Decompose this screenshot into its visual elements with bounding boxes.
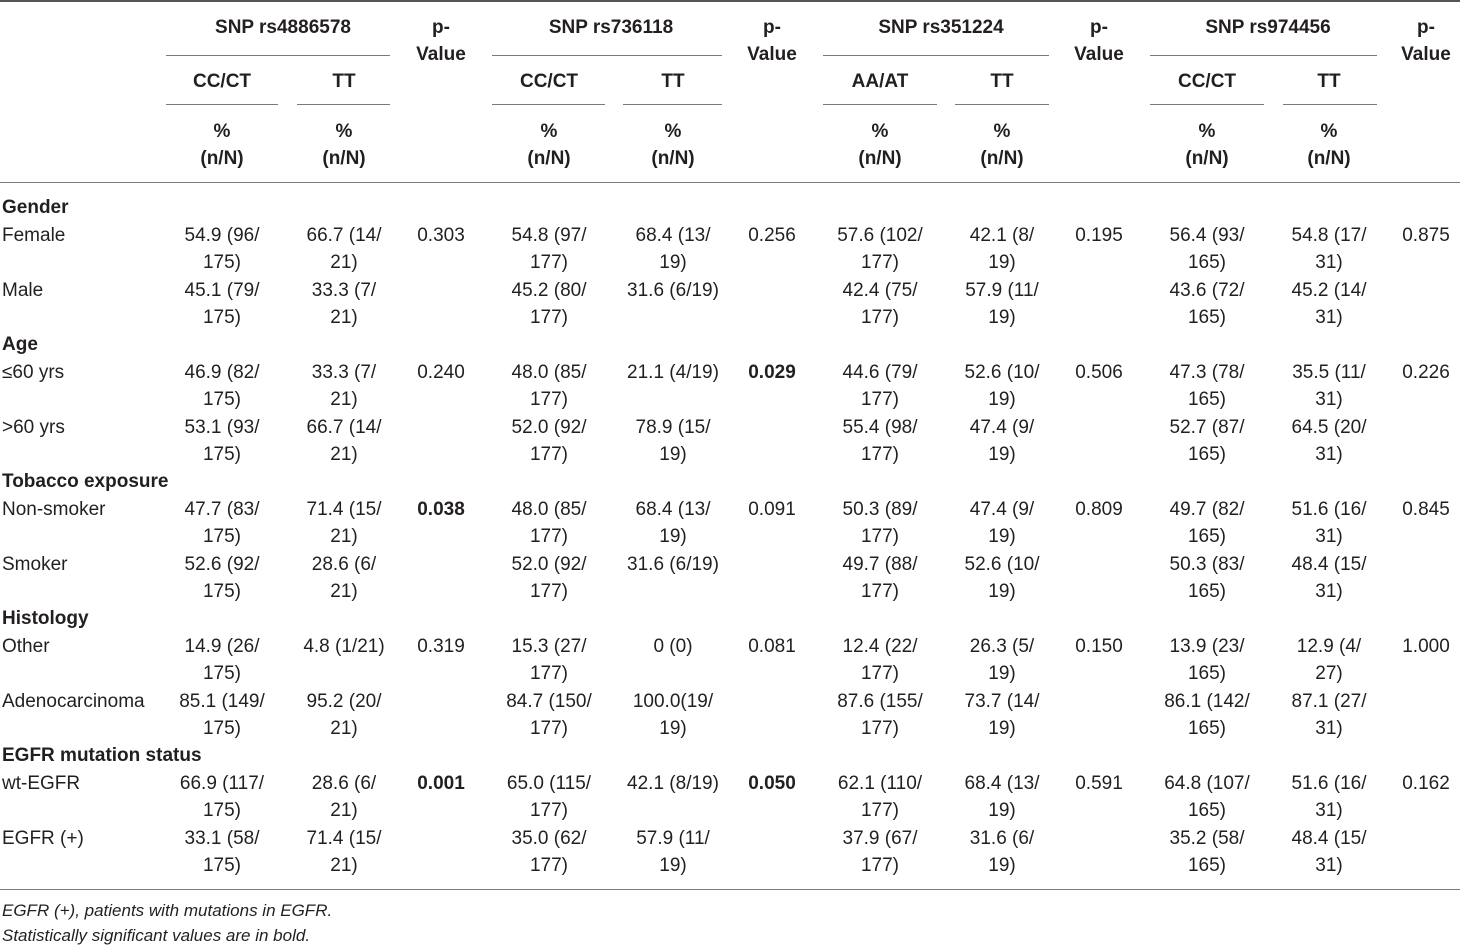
table-cell: 68.4 (13/ 19): [635, 225, 711, 273]
table-cell: 49.7 (82/ 165): [1169, 499, 1245, 547]
genotype-header-rule: [492, 104, 605, 105]
table-cell: 45.1 (79/ 175): [184, 280, 260, 328]
table-cell: 13.9 (23/ 165): [1169, 636, 1245, 684]
pvalue-cell: 0.029: [748, 362, 796, 383]
table-cell: 4.8 (1/21): [303, 636, 385, 657]
pvalue-cell: 0.001: [417, 773, 465, 794]
table-cell: 21.1 (4/19): [627, 362, 719, 383]
section-heading: Tobacco exposure: [2, 471, 169, 492]
genotype-header: TT: [990, 71, 1014, 92]
row-label: Smoker: [2, 554, 68, 575]
table-cell: 100.0(19/ 19): [632, 691, 714, 739]
table-cell: 15.3 (27/ 177): [511, 636, 587, 684]
pvalue-cell: 0.809: [1075, 499, 1123, 520]
table-cell: 26.3 (5/ 19): [969, 636, 1035, 684]
pvalue-header: p- Value: [1401, 17, 1451, 65]
genotype-header-rule: [623, 104, 722, 105]
footnote: Statistically significant values are in bold.: [2, 926, 311, 945]
table-cell: 42.1 (8/19): [627, 773, 719, 794]
pvalue-cell: 0.162: [1402, 773, 1450, 794]
unit-header: % (n/N): [1185, 121, 1229, 169]
table-cell: 52.6 (92/ 175): [184, 554, 260, 602]
section-heading: Gender: [2, 197, 69, 218]
table-cell: 28.6 (6/ 21): [311, 554, 377, 602]
table-cell: 31.6 (6/19): [627, 280, 719, 301]
snp-header-rule: [166, 55, 390, 56]
footnote: EGFR (+), patients with mutations in EGFR.: [2, 901, 333, 920]
genotype-header-rule: [1150, 104, 1264, 105]
table-cell: 48.0 (85/ 177): [511, 362, 587, 410]
unit-header: % (n/N): [980, 121, 1024, 169]
pvalue-cell: 0.150: [1075, 636, 1123, 657]
table-cell: 71.4 (15/ 21): [306, 499, 382, 547]
table-cell: 0 (0): [653, 636, 693, 657]
table-cell: 33.3 (7/ 21): [311, 280, 377, 328]
row-label: ≤60 yrs: [2, 362, 65, 383]
table-cell: 54.8 (97/ 177): [511, 225, 587, 273]
section-heading: Histology: [2, 608, 89, 629]
genotype-header-rule: [297, 104, 390, 105]
genotype-header-rule: [823, 104, 937, 105]
table-cell: 57.6 (102/ 177): [837, 225, 923, 273]
table-cell: 95.2 (20/ 21): [306, 691, 382, 739]
table-cell: 54.9 (96/ 175): [184, 225, 260, 273]
unit-header: % (n/N): [1307, 121, 1351, 169]
pvalue-cell: 0.226: [1402, 362, 1450, 383]
pvalue-cell: 0.240: [417, 362, 465, 383]
unit-header: % (n/N): [651, 121, 695, 169]
pvalue-cell: 0.050: [748, 773, 796, 794]
pvalue-cell: 0.081: [748, 636, 796, 657]
genotype-header: TT: [1317, 71, 1341, 92]
pvalue-cell: 0.195: [1075, 225, 1123, 246]
table-cell: 47.4 (9/ 19): [969, 417, 1035, 465]
pvalue-header: p- Value: [416, 17, 466, 65]
table-cell: 37.9 (67/ 177): [842, 828, 918, 876]
row-label: Other: [2, 636, 50, 657]
genotype-header: CC/CT: [1177, 71, 1237, 92]
table-cell: 33.1 (58/ 175): [184, 828, 260, 876]
section-heading: EGFR mutation status: [2, 745, 202, 766]
table-cell: 48.4 (15/ 31): [1291, 828, 1367, 876]
genotype-header: CC/CT: [519, 71, 579, 92]
genotype-header: AA/AT: [851, 71, 909, 92]
unit-header: % (n/N): [322, 121, 366, 169]
snp-header-rule: [492, 55, 722, 56]
table-cell: 87.6 (155/ 177): [837, 691, 923, 739]
table-cell: 51.6 (16/ 31): [1291, 499, 1367, 547]
table-cell: 31.6 (6/ 19): [969, 828, 1035, 876]
table-cell: 12.9 (4/ 27): [1296, 636, 1362, 684]
table-cell: 71.4 (15/ 21): [306, 828, 382, 876]
pvalue-cell: 0.303: [417, 225, 465, 246]
genotype-header: TT: [332, 71, 356, 92]
table-cell: 42.4 (75/ 177): [842, 280, 918, 328]
table-cell: 78.9 (15/ 19): [635, 417, 711, 465]
table-cell: 66.7 (14/ 21): [306, 417, 382, 465]
pvalue-cell: 0.256: [748, 225, 796, 246]
unit-header: % (n/N): [858, 121, 902, 169]
table-cell: 50.3 (89/ 177): [842, 499, 918, 547]
table-cell: 48.4 (15/ 31): [1291, 554, 1367, 602]
table-cell: 84.7 (150/ 177): [506, 691, 592, 739]
pvalue-cell: 0.506: [1075, 362, 1123, 383]
table-cell: 52.0 (92/ 177): [511, 554, 587, 602]
pvalue-cell: 0.591: [1075, 773, 1123, 794]
table-cell: 14.9 (26/ 175): [184, 636, 260, 684]
row-label: Adenocarcinoma: [2, 691, 145, 712]
pvalue-cell: 0.319: [417, 636, 465, 657]
table-cell: 28.6 (6/ 21): [311, 773, 377, 821]
pvalue-cell: 1.000: [1402, 636, 1450, 657]
row-label: Non-smoker: [2, 499, 106, 520]
pvalue-header: p- Value: [747, 17, 797, 65]
table-cell: 54.8 (17/ 31): [1291, 225, 1367, 273]
table-cell: 47.3 (78/ 165): [1169, 362, 1245, 410]
genotype-header-rule: [955, 104, 1049, 105]
pvalue-header: p- Value: [1074, 17, 1124, 65]
table-cell: 51.6 (16/ 31): [1291, 773, 1367, 821]
table-cell: 33.3 (7/ 21): [311, 362, 377, 410]
table-cell: 43.6 (72/ 165): [1169, 280, 1245, 328]
bottom-rule: [0, 889, 1460, 890]
table-cell: 85.1 (149/ 175): [179, 691, 265, 739]
row-label: >60 yrs: [2, 417, 65, 438]
table-cell: 47.4 (9/ 19): [969, 499, 1035, 547]
table-cell: 57.9 (11/ 19): [965, 280, 1039, 328]
table-cell: 66.7 (14/ 21): [306, 225, 382, 273]
pvalue-cell: 0.845: [1402, 499, 1450, 520]
genotype-header-rule: [1283, 104, 1377, 105]
table-cell: 45.2 (80/ 177): [511, 280, 587, 328]
snp-header: SNP rs736118: [548, 17, 674, 38]
table-cell: 87.1 (27/ 31): [1291, 691, 1367, 739]
top-rule: [0, 0, 1460, 2]
table-cell: 42.1 (8/ 19): [969, 225, 1035, 273]
row-label: EGFR (+): [2, 828, 84, 849]
row-label: wt-EGFR: [2, 773, 81, 794]
table-cell: 48.0 (85/ 177): [511, 499, 587, 547]
pvalue-cell: 0.875: [1402, 225, 1450, 246]
snp-header: SNP rs974456: [1205, 17, 1331, 38]
section-heading: Age: [2, 334, 38, 355]
table-cell: 46.9 (82/ 175): [184, 362, 260, 410]
table-cell: 45.2 (14/ 31): [1291, 280, 1367, 328]
table-cell: 47.7 (83/ 175): [184, 499, 260, 547]
table-cell: 50.3 (83/ 165): [1169, 554, 1245, 602]
table-cell: 65.0 (115/ 177): [506, 773, 592, 821]
table-cell: 56.4 (93/ 165): [1169, 225, 1245, 273]
table-cell: 53.1 (93/ 175): [184, 417, 260, 465]
table-cell: 66.9 (117/ 175): [179, 773, 265, 821]
table-cell: 68.4 (13/ 19): [964, 773, 1040, 821]
snp-header-rule: [1150, 55, 1377, 56]
table-cell: 52.6 (10/ 19): [964, 362, 1040, 410]
table-cell: 44.6 (79/ 177): [842, 362, 918, 410]
pvalue-cell: 0.038: [417, 499, 465, 520]
table-cell: 35.2 (58/ 165): [1169, 828, 1245, 876]
table-cell: 64.8 (107/ 165): [1164, 773, 1250, 821]
table-cell: 68.4 (13/ 19): [635, 499, 711, 547]
table-cell: 62.1 (110/ 177): [837, 773, 923, 821]
snp-header: SNP rs4886578: [215, 17, 351, 38]
row-label: Male: [2, 280, 44, 301]
table-cell: 12.4 (22/ 177): [842, 636, 918, 684]
table-cell: 49.7 (88/ 177): [842, 554, 918, 602]
snp-header: SNP rs351224: [878, 17, 1004, 38]
table-cell: 31.6 (6/19): [627, 554, 719, 575]
table-cell: 73.7 (14/ 19): [964, 691, 1040, 739]
table-cell: 52.6 (10/ 19): [964, 554, 1040, 602]
table-cell: 35.5 (11/ 31): [1292, 362, 1366, 410]
unit-header: % (n/N): [200, 121, 244, 169]
header-bottom-rule: [0, 182, 1460, 183]
table-cell: 35.0 (62/ 177): [511, 828, 587, 876]
genotype-header: TT: [661, 71, 685, 92]
table-cell: 57.9 (11/ 19): [636, 828, 710, 876]
row-label: Female: [2, 225, 66, 246]
genotype-header: CC/CT: [192, 71, 252, 92]
table-cell: 55.4 (98/ 177): [842, 417, 918, 465]
table-cell: 64.5 (20/ 31): [1291, 417, 1367, 465]
snp-header-rule: [823, 55, 1049, 56]
pvalue-cell: 0.091: [748, 499, 796, 520]
table-cell: 86.1 (142/ 165): [1164, 691, 1250, 739]
table-cell: 52.7 (87/ 165): [1169, 417, 1245, 465]
genotype-header-rule: [166, 104, 278, 105]
table-cell: 52.0 (92/ 177): [511, 417, 587, 465]
unit-header: % (n/N): [527, 121, 571, 169]
